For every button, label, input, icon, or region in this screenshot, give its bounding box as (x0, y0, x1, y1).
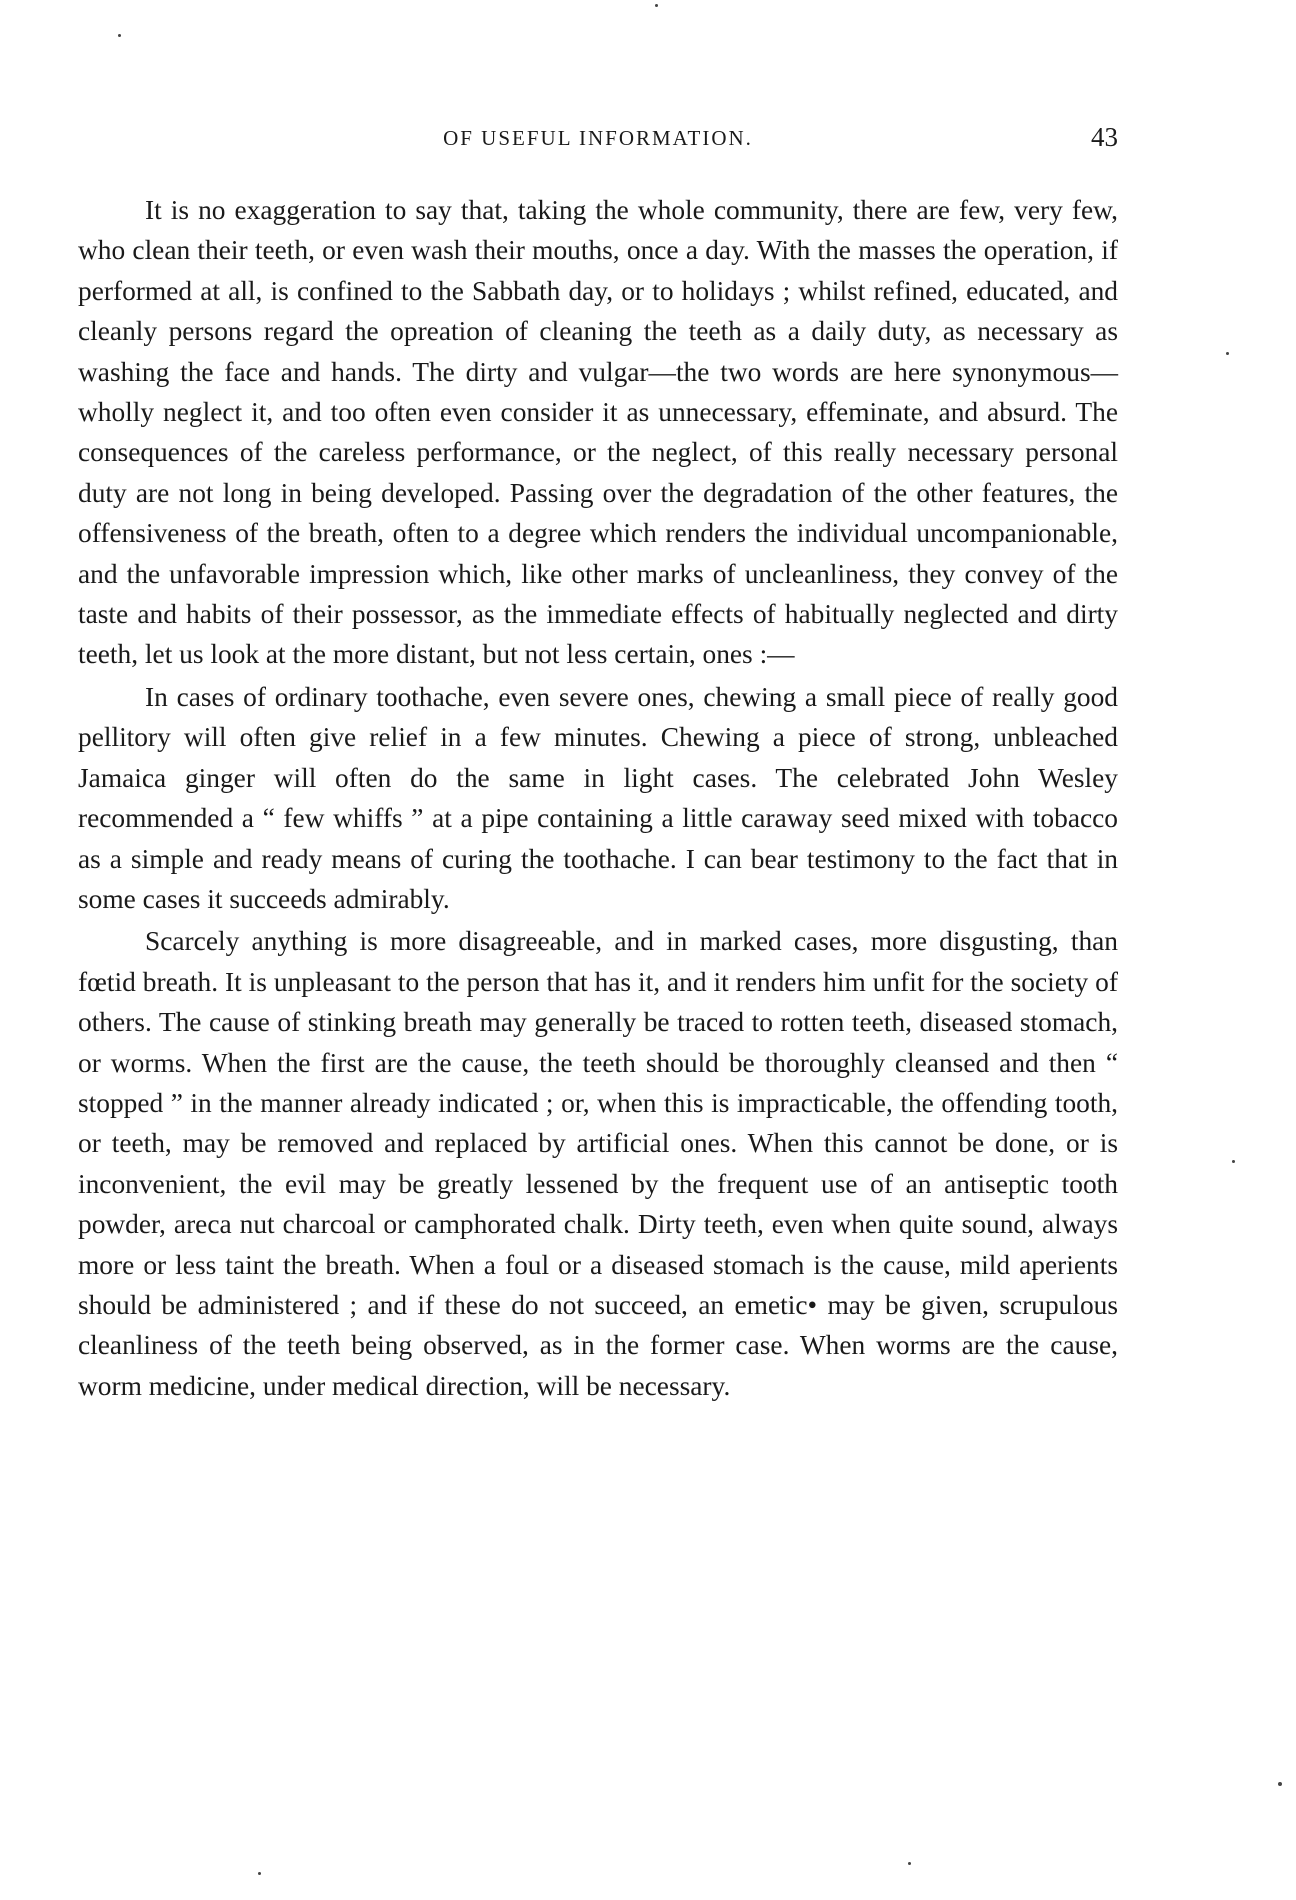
paragraph-foetid-breath: Scarcely anything is more disagreeable, and in marked cases, more disgusting, than fœtid breath. It is unpleasant to the person that has it, and it renders him unfit for the society of others. The cause of stinking breath may generally be traced to rotten teeth, diseased stomach, or worms. When the first are the cause, the teeth should be thoroughly cleansed and then “ stopped ” in the manner already indicated ; or, when this is impracticable, the offending tooth, or teeth, may be removed and replaced by artificial ones. When this cannot be done, or is inconvenient, the evil may be greatly lessened by the frequent use of an antiseptic tooth powder, areca nut charcoal or camphorated chalk. Dirty teeth, even when quite sound, always more or less taint the breath. When a foul or a diseased stomach is the cause, mild aperients should be administered ; and if these do not succeed, an emetic• may be given, scrupulous cleanliness of the teeth being observed, as in the former case. When worms are the cause, worm medicine, under medical direction, will be necessary. (78, 926, 1118, 1401)
running-title: OF USEFUL INFORMATION. (443, 126, 753, 150)
scan-speck (655, 4, 658, 7)
scan-speck (118, 34, 121, 37)
scan-speck (1278, 1782, 1282, 1786)
running-head (78, 122, 1118, 158)
scan-speck (908, 1862, 911, 1865)
scan-speck (1232, 1160, 1235, 1163)
scan-speck (258, 1872, 261, 1875)
page-number: 43 (1091, 122, 1118, 152)
body-text (78, 190, 1118, 1408)
scan-speck (1226, 352, 1229, 355)
paragraph-teeth-cleaning: It is no exaggeration to say that, taking the whole community, there are few, very few, who clean their teeth, or even wash their mouths, once a day. With the masses the operation, if performed at all, is confined to the Sabbath day, or to holidays ; whilst refined, educated, and cleanly persons regard the opreation of cleaning the teeth as a daily duty, as necessary as washing the face and hands. The dirty and vulgar—the two words are here synonymous—wholly neglect it, and too often even consider it as unnecessary, effeminate, and absurd. The consequences of the careless performance, or the neglect, of this really necessary personal duty are not long in being developed. Passing over the degradation of the other features, the offensiveness of the breath, often to a degree which renders the individual uncompanionable, and the unfavorable impression which, like other marks of uncleanliness, they convey of the taste and habits of their possessor, as the immediate effects of habitually neglected and dirty teeth, let us look at the more distant, but not less certain, ones :— (78, 195, 1118, 670)
paragraph-toothache: In cases of ordinary toothache, even severe ones, chewing a small piece of really good pellitory will often give relief in a few minutes. Chewing a piece of strong, unbleached Jamaica ginger will often do the same in light cases. The celebrated John Wesley recommended a “ few whiffs ” at a pipe containing a little caraway seed mixed with tobacco as a simple and ready means of curing the toothache. I can bear testimony to the fact that in some cases it succeeds admirably. (78, 681, 1118, 914)
